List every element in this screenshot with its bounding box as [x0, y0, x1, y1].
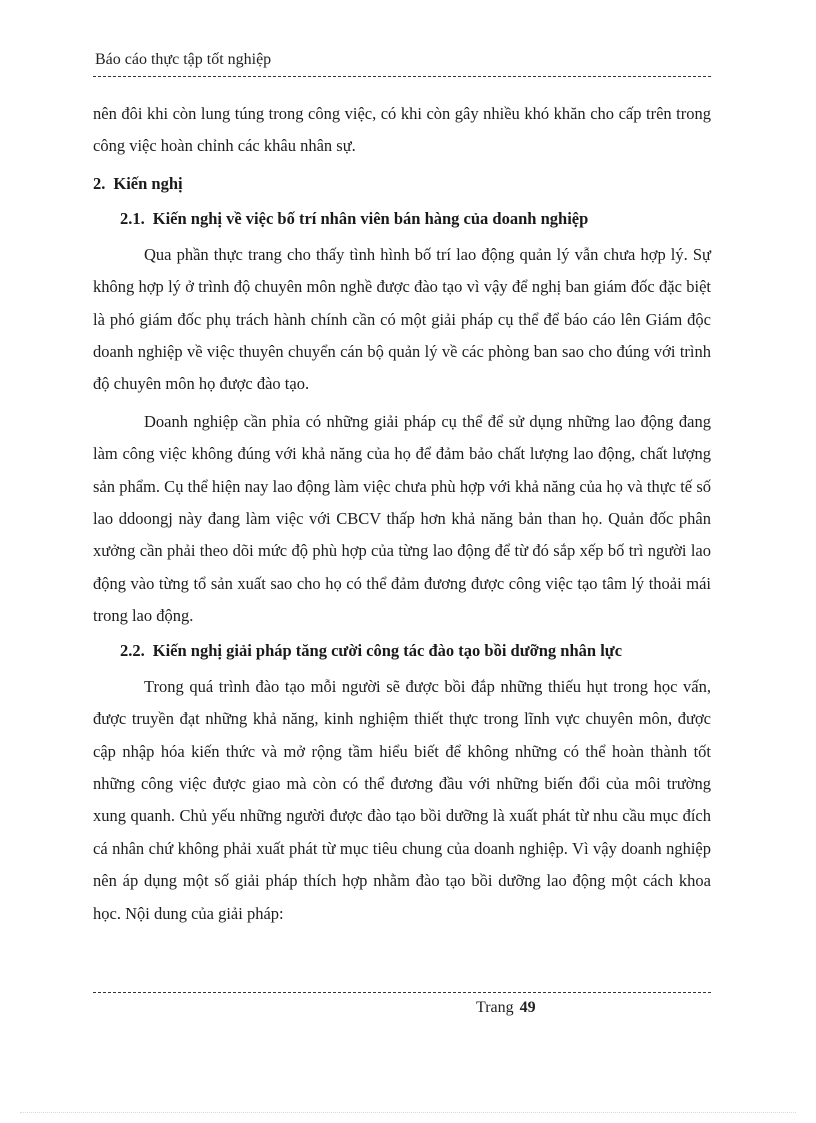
- subsection-1-paragraph: Qua phần thực trang cho thấy tình hình bố trí lao động quản lý vẫn chưa hợp lý. Sự không hợp lý ở trình độ chuyên môn nghề được đào tạo vì vậy để nghị ban giám đốc đặc biệt là phó giám đốc phụ trách hành chính cần có một giải pháp cụ thể để báo cáo lên Giám độc doanh nghiệp về việc thuyên chuyển cán bộ quản lý về các phòng ban sao cho đúng với trình độ chuyên môn họ được đào tạo.: [93, 244, 711, 394]
- subsection-2-title: Kiến nghị giải pháp tăng cười công tác đào tạo bồi dưỡng nhân lực: [152, 640, 623, 660]
- intro-paragraph: nên đôi khi còn lung túng trong công việc, có khi còn gây nhiều khó khăn cho cấp trên trong công việc hoàn chỉnh các khâu nhân sự.: [93, 104, 711, 156]
- subsection-1-number: 2.1.: [120, 208, 145, 228]
- page-body: [93, 98, 711, 930]
- footer-divider: [93, 992, 711, 993]
- page-number: 49: [519, 999, 536, 1016]
- header-title: Báo cáo thực tập tốt nghiệp: [95, 51, 272, 68]
- subsection-1-heading: [93, 203, 711, 235]
- header-divider: [93, 76, 711, 77]
- subsection-1-title: Kiến nghị về việc bố trí nhân viên bán hàng của doanh nghiệp: [152, 208, 589, 228]
- subsection-1-paragraph: Doanh nghiệp cần phỉa có những giải pháp cụ thể để sử dụng những lao động đang làm công việc không đúng với khả năng của họ để đảm bảo chất lượng lao động, chất lượng sản phẩm. Cụ thể hiện nay lao động làm việc chưa phù hợp với khả năng của họ và thực tế số lao ddoongj này đang làm việc với CBCV thấp hơn khả năng bản than họ. Quản đốc phân xưởng cần phải theo dõi mức độ phù hợp của từng lao động để từ đó sắp xếp bố trì người lao động vào từng tổ sản xuất sao cho họ có thể đảm đương được công việc tạo tâm lý thoải mái trong lao động.: [93, 411, 711, 626]
- subsection-2-number: 2.2.: [120, 640, 145, 660]
- page-edge-divider: [20, 1112, 796, 1113]
- section-heading: [93, 168, 711, 200]
- subsection-2-heading: [93, 635, 711, 667]
- page-footer: [476, 998, 536, 1018]
- section-title: Kiến nghị: [113, 173, 183, 193]
- page-label: Trang: [476, 999, 514, 1016]
- subsection-2-paragraph: Trong quá trình đào tạo mỗi người sẽ được bồi đắp những thiếu hụt trong học vấn, được truyền đạt những khả năng, kinh nghiệm thiết thực trong lĩnh vực chuyên môn, được cập nhập hóa kiến thức và mở rộng tầm hiểu biết để không những có thể hoàn thành tốt những công việc được giao mà còn có thể đương đầu với những biến đổi của môi trường xung quanh. Chủ yếu những người được đào tạo bồi dưỡng là xuất phát từ nhu cầu mục đích cá nhân chứ không phải xuất phát từ mục tiêu chung của doanh nghiệp. Vì vậy doanh nghiệp nên áp dụng một số giải pháp thích hợp nhằm đào tạo bồi dưỡng lao động một cách khoa học. Nội dung của giải pháp:: [93, 676, 711, 923]
- section-number: 2.: [93, 173, 106, 193]
